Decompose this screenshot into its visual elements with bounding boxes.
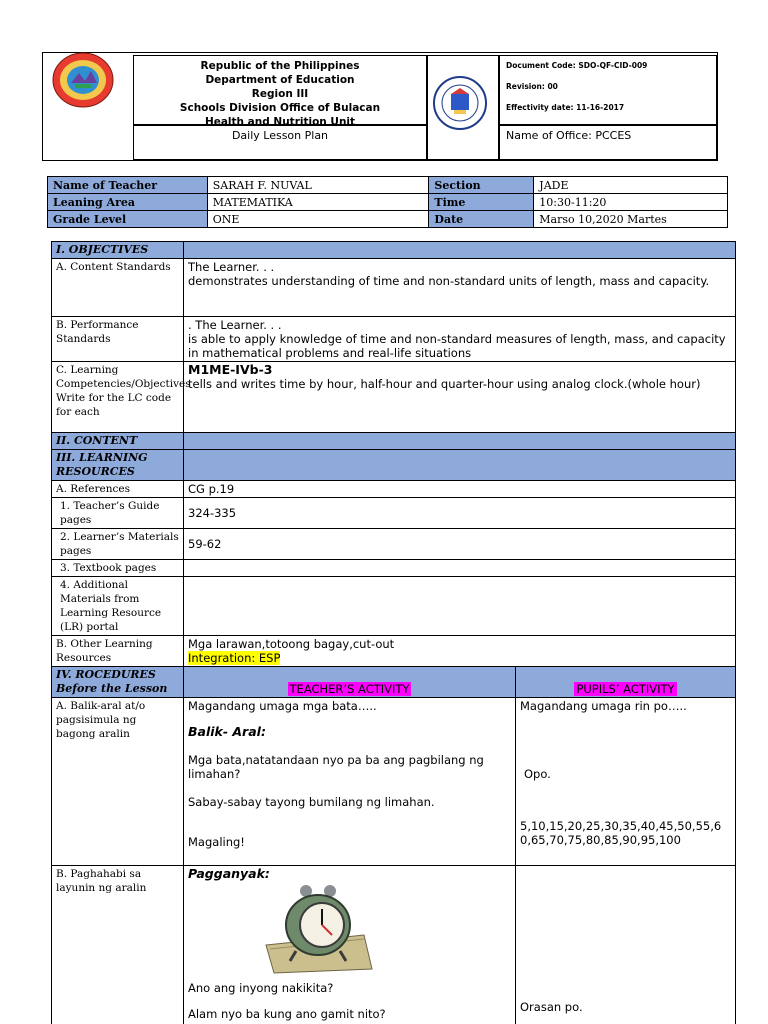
performance-standards-text: is able to apply knowledge of time and non-standard measures of length, mass, and capacity in mathematical problems and real-life situations (188, 332, 726, 360)
time-value: 10:30-11:20 (534, 194, 728, 211)
teachers-guide-label: 1. Teacher’s Guide pages (52, 498, 184, 529)
table-row (52, 577, 736, 636)
document-meta-cell (499, 55, 717, 125)
table-row (48, 211, 728, 228)
content-standards-cell (184, 259, 736, 317)
objectives-heading: I. OBJECTIVES (52, 242, 184, 259)
references-label: A. References (52, 481, 184, 498)
references-value: CG p.19 (184, 481, 736, 498)
table-row (52, 433, 736, 450)
review-question: Mga bata,natatandaan nyo pa ba ang pagbilang ng limahan? (188, 753, 484, 781)
header-line-division: Schools Division Office of Bulacan (179, 102, 381, 114)
procedures-title: IV. ROCEDURES (56, 668, 156, 681)
content-standards-label: A. Content Standards (52, 259, 184, 317)
review-subheading: Balik- Aral: (188, 724, 266, 739)
learners-materials-label: 2. Learner’s Materials pages (52, 529, 184, 560)
teacher-label: Name of Teacher (48, 177, 208, 194)
review-pupils-greeting: Magandang umaga rin po….. (520, 699, 687, 713)
lesson-plan-table (51, 241, 736, 1024)
lc-code: M1ME-IVb-3 (188, 362, 273, 377)
header-line-deped: Department of Education (205, 74, 355, 86)
teacher-value: SARAH F. NUVAL (207, 177, 429, 194)
table-row (52, 498, 736, 529)
grade-value: ONE (207, 211, 429, 228)
plan-title-cell (133, 125, 427, 160)
review-instruction: Sabay-sabay tayong bumilang ng limahan. (188, 795, 435, 809)
purpose-subheading: Pagganyak: (188, 866, 270, 881)
table-row (52, 698, 736, 866)
teacher-activity-header (184, 667, 516, 698)
competencies-label-note: Write for the LC code for each (56, 392, 172, 418)
effectivity-date: Effectivity date: 11-16-2017 (506, 103, 625, 112)
review-pupils-cell (516, 698, 736, 866)
section-value: JADE (534, 177, 728, 194)
time-label: Time (429, 194, 534, 211)
purpose-question-1: Ano ang inyong nakikita? (188, 981, 334, 995)
plan-title: Daily Lesson Plan (231, 129, 329, 142)
document-header (42, 52, 718, 161)
office-cell (499, 125, 717, 160)
pupils-activity-header (516, 667, 736, 698)
purpose-pupils-answer: Orasan po. (520, 1000, 583, 1014)
header-line-unit: Health and Nutrition Unit (204, 116, 356, 128)
table-row (52, 560, 736, 577)
performance-standards-intro: . The Learner. . . (188, 318, 282, 332)
bulacan-seal-logo (51, 51, 115, 109)
table-row (48, 194, 728, 211)
review-pupils-counting: 5,10,15,20,25,30,35,40,45,50,55,60,65,70,75,80,85,90,95,100 (520, 819, 722, 847)
table-row (52, 481, 736, 498)
lc-text: tells and writes time by hour, half-hour and quarter-hour using analog clock.(whole hour) (188, 377, 701, 391)
table-row (52, 529, 736, 560)
date-value: Marso 10,2020 Martes (534, 211, 728, 228)
table-row (52, 362, 736, 433)
other-resources-label: B. Other Learning Resources (52, 636, 184, 667)
other-resources-text: Mga larawan,totoong bagay,cut-out (188, 637, 395, 651)
performance-standards-cell (184, 317, 736, 362)
grade-label: Grade Level (48, 211, 208, 228)
pupils-activity-label: PUPILS’ ACTIVITY (576, 682, 675, 696)
area-label: Leaning Area (48, 194, 208, 211)
learners-materials-value: 59-62 (184, 529, 736, 560)
header-line-republic: Republic of the Philippines (200, 60, 360, 72)
competencies-cell (184, 362, 736, 433)
revision: Revision: 00 (506, 82, 558, 91)
competencies-label-main: C. Learning Competencies/Objectives (56, 364, 191, 390)
other-resources-cell (184, 636, 736, 667)
content-heading: II. CONTENT (52, 433, 184, 450)
content-standards-intro: The Learner. . . (188, 260, 275, 274)
table-row (52, 450, 736, 481)
table-row (52, 242, 736, 259)
textbook-label: 3. Textbook pages (52, 560, 184, 577)
section-label: Section (429, 177, 534, 194)
alarm-clock-picture (260, 885, 380, 975)
additional-materials-label: 4. Additional Materials from Learning Resource (LR) portal (52, 577, 184, 636)
header-line-region: Region III (251, 88, 309, 100)
teacher-info-table (47, 176, 728, 228)
purpose-question-2: Alam nyo ba kung ano gamit nito? (188, 1007, 386, 1021)
competencies-label (52, 362, 191, 433)
review-praise: Magaling! (188, 835, 245, 849)
office-name: Name of Office: PCCES (506, 129, 632, 142)
content-standards-text: demonstrates understanding of time and non-standard units of length, mass and capacity. (188, 274, 710, 288)
document-code: Document Code: SDO-QF-CID-009 (506, 61, 648, 70)
review-teacher-cell (184, 698, 516, 866)
review-greeting: Magandang umaga mga bata….. (188, 699, 377, 713)
deped-seal-logo (432, 75, 488, 131)
table-row (52, 259, 736, 317)
office-title-cell (133, 55, 427, 128)
table-row (48, 177, 728, 194)
procedures-subtitle: Before the Lesson (56, 682, 168, 695)
review-label: A. Balik-aral at/o pagsisimula ng bagong aralin (52, 698, 184, 866)
teacher-activity-label: TEACHER’S ACTIVITY (289, 682, 410, 696)
resources-heading: III. LEARNING RESOURCES (52, 450, 184, 481)
table-row (52, 667, 736, 698)
table-row (52, 866, 736, 1024)
teachers-guide-value: 324-335 (184, 498, 736, 529)
area-value: MATEMATIKA (207, 194, 429, 211)
table-row (52, 317, 736, 362)
purpose-pupils-cell (516, 866, 736, 1024)
integration-text: Integration: ESP (188, 651, 281, 665)
purpose-teacher-cell (184, 866, 516, 1024)
purpose-label: B. Paghahabi sa layunin ng aralin (52, 866, 184, 1024)
date-label: Date (429, 211, 534, 228)
review-pupils-answer: Opo. (524, 767, 551, 781)
procedures-heading (52, 667, 184, 698)
table-row (52, 636, 736, 667)
performance-standards-label: B. Performance Standards (52, 317, 184, 362)
